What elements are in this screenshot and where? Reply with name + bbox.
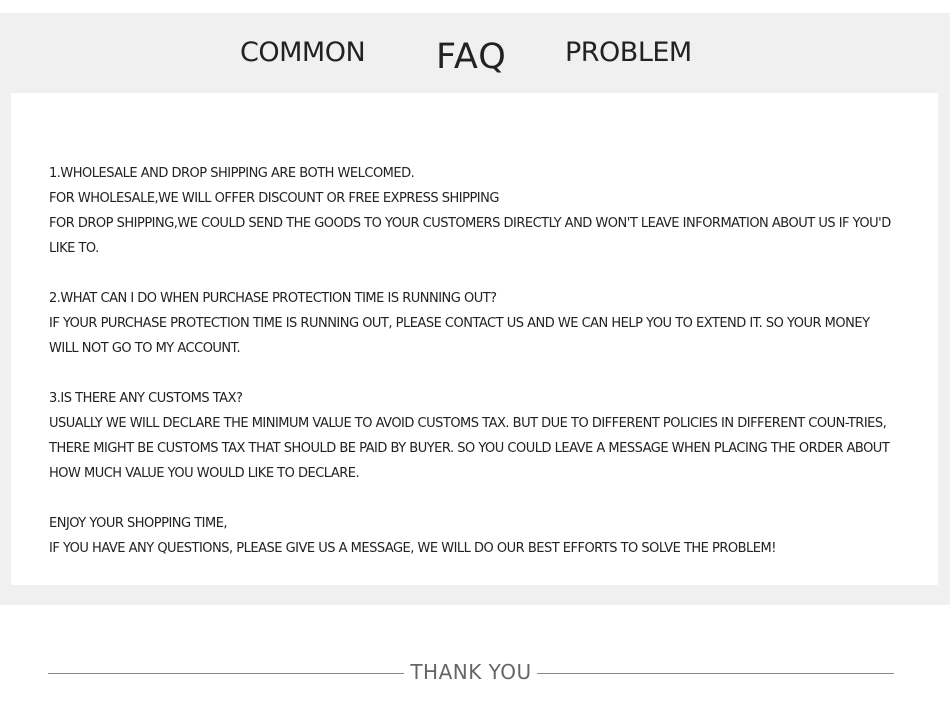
- faq-answer-3: USUALLY WE WILL DECLARE THE MINIMUM VALUE TO AVOID CUSTOMS TAX. BUT DUE TO DIFFERENT POLICIES IN DIFFERENT COUN-TRIES, THERE MIGHT BE CUSTOMS TAX THAT SHOULD BE PAID BY BUYER. SO YOU COULD LEAVE A MESSAGE WHEN PLACING THE ORDER ABOUT HOW MUCH VALUE YOU WOULD LIKE TO DECLARE.: [49, 416, 890, 481]
- faq-question-1: 1.WHOLESALE AND DROP SHIPPING ARE BOTH WELCOMED.: [49, 166, 415, 181]
- closing-line-1: ENJOY YOUR SHOPPING TIME,: [49, 516, 228, 531]
- paragraph-gap: [49, 486, 894, 511]
- faq-text-block: [49, 161, 894, 561]
- faq-answer-1-line-1: FOR WHOLESALE,WE WILL OFFER DISCOUNT OR FREE EXPRESS SHIPPING: [49, 191, 499, 206]
- faq-answer-1-line-2: FOR DROP SHIPPING,WE COULD SEND THE GOODS TO YOUR CUSTOMERS DIRECTLY AND WON'T LEAVE INFORMATION ABOUT US IF YOU'D LIKE TO.: [49, 216, 891, 256]
- paragraph-gap: [49, 261, 894, 286]
- faq-question-3: 3.IS THERE ANY CUSTOMS TAX?: [49, 391, 243, 406]
- faq-question-2: 2.WHAT CAN I DO WHEN PURCHASE PROTECTION TIME IS RUNNING OUT?: [49, 291, 497, 306]
- faq-panel: [0, 13, 950, 605]
- closing-line-2: IF YOU HAVE ANY QUESTIONS, PLEASE GIVE US A MESSAGE, WE WILL DO OUR BEST EFFORTS TO SOLVE THE PROBLEM!: [49, 541, 776, 556]
- faq-answer-2: IF YOUR PURCHASE PROTECTION TIME IS RUNNING OUT, PLEASE CONTACT US AND WE CAN HELP YOU TO EXTEND IT. SO YOUR MONEY WILL NOT GO TO MY ACCOUNT.: [49, 316, 870, 356]
- faq-content-card: [11, 93, 938, 585]
- faq-heading: [0, 13, 950, 93]
- divider-line-left: [48, 673, 404, 674]
- divider-line-right: [537, 673, 894, 674]
- heading-word-common: COMMON: [240, 37, 366, 68]
- thank-you-divider: [48, 660, 894, 688]
- thank-you-text: THANK YOU: [410, 660, 532, 684]
- heading-word-faq: FAQ: [436, 37, 507, 77]
- paragraph-gap: [49, 361, 894, 386]
- heading-word-problem: PROBLEM: [565, 37, 692, 68]
